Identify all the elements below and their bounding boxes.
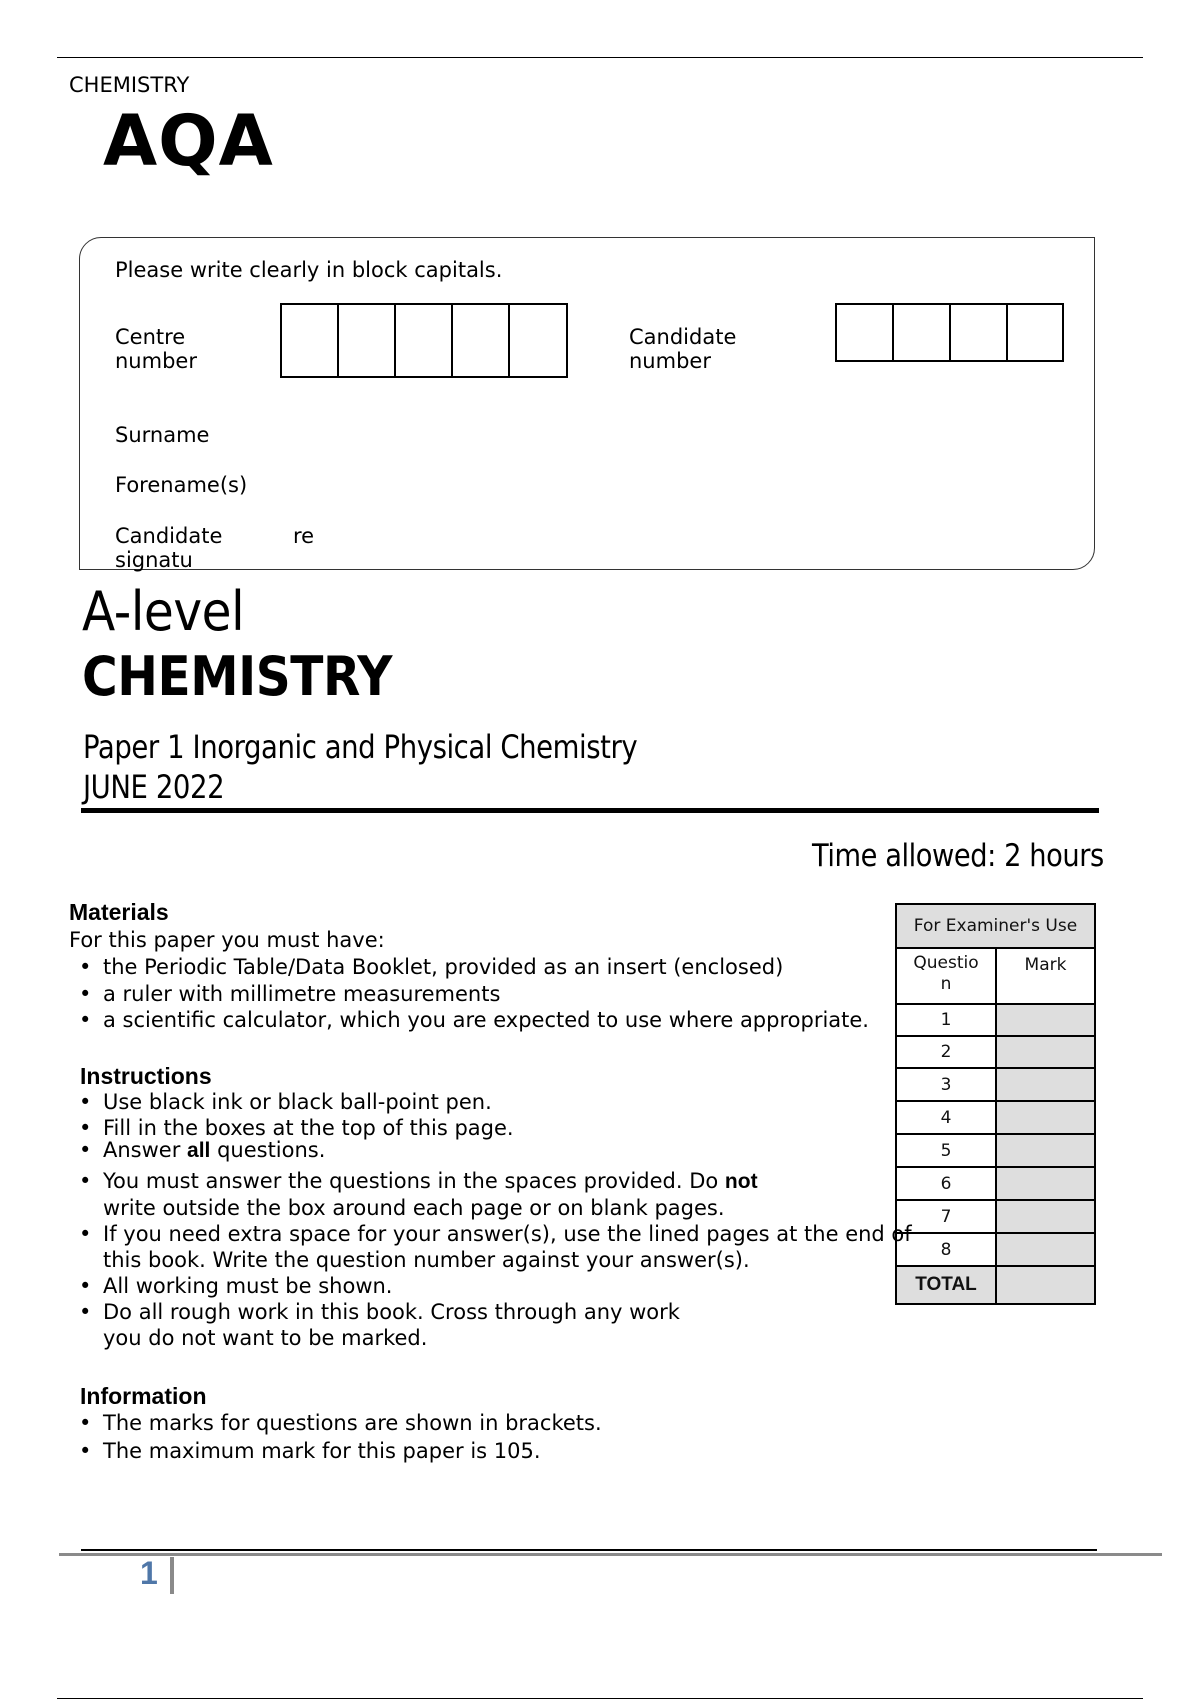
- level-title: A-level: [82, 580, 245, 643]
- candidate-number-boxes: [835, 303, 1064, 362]
- top-rule: [57, 57, 1143, 58]
- information-item: • The maximum mark for this paper is 105.: [69, 1437, 602, 1465]
- materials-heading: Materials: [69, 899, 169, 925]
- candidate-digit-2[interactable]: [894, 305, 951, 360]
- centre-digit-2[interactable]: [339, 305, 396, 376]
- time-allowed: Time allowed: 2 hours: [812, 838, 1104, 874]
- subject-title: CHEMISTRY: [82, 645, 393, 708]
- signature-label-line1: Candidate: [115, 524, 223, 548]
- centre-digit-1[interactable]: [282, 305, 339, 376]
- signature-field[interactable]: [330, 518, 1070, 554]
- centre-label-line2: number: [115, 349, 197, 373]
- question-number: 4: [896, 1101, 996, 1134]
- instructions-list: [69, 1089, 912, 1351]
- instruction-item: • Use black ink or black ball-point pen.: [69, 1089, 912, 1115]
- question-number: 5: [896, 1134, 996, 1167]
- examiner-use-table: [895, 903, 1096, 1305]
- candidate-digit-4[interactable]: [1008, 305, 1062, 360]
- instruction-item: • All working must be shown.: [69, 1273, 912, 1299]
- materials-item: • a scientific calculator, which you are expected to use where appropriate.: [69, 1007, 869, 1034]
- mark-column-header: Mark: [996, 948, 1095, 1004]
- signature-label-fragment: re: [293, 524, 315, 548]
- question-number: 6: [896, 1167, 996, 1200]
- mark-cell[interactable]: [996, 1101, 1095, 1134]
- bottom-rule: [57, 1698, 1143, 1699]
- mark-cell[interactable]: [996, 1004, 1095, 1036]
- paper-title: Paper 1 Inorganic and Physical Chemistry: [83, 728, 638, 766]
- instructions-heading: Instructions: [80, 1063, 212, 1089]
- question-number: 8: [896, 1233, 996, 1266]
- question-number: 2: [896, 1036, 996, 1068]
- instruction-text: Do all rough work in this book. Cross through any work: [103, 1300, 680, 1324]
- mark-cell[interactable]: [996, 1233, 1095, 1266]
- centre-number-boxes: [280, 303, 568, 378]
- aqa-logo: AQA: [103, 100, 274, 182]
- question-column-header: Questio n: [896, 948, 996, 1004]
- instruction-text: this book. Write the question number against your answer(s).: [103, 1248, 750, 1272]
- exam-date: JUNE 2022: [83, 768, 225, 806]
- page-number: 1: [140, 1555, 158, 1591]
- instruction-text: write outside the box around each page or on blank pages.: [103, 1196, 725, 1220]
- information-item: • The marks for questions are shown in brackets.: [69, 1409, 602, 1437]
- signature-label-line2: signatu: [115, 548, 193, 572]
- instruction-emphasis: not: [724, 1170, 758, 1193]
- running-title: CHEMISTRY: [69, 73, 190, 97]
- instruction-text: If you need extra space for your answer(s), use the lined pages at the end of: [103, 1222, 912, 1246]
- mark-cell[interactable]: [996, 1036, 1095, 1068]
- candidate-digit-3[interactable]: [951, 305, 1008, 360]
- instruction-text: You must answer the questions in the spaces provided. Do: [103, 1169, 725, 1193]
- block-capitals-instruction: Please write clearly in block capitals.: [115, 258, 503, 282]
- centre-digit-4[interactable]: [453, 305, 510, 376]
- instruction-item: [69, 1221, 912, 1273]
- instruction-text: Answer: [103, 1138, 188, 1162]
- candidate-digit-1[interactable]: [837, 305, 894, 360]
- instruction-item: [69, 1137, 912, 1164]
- centre-number-label: [115, 325, 197, 373]
- materials-item: • a ruler with millimetre measurements: [69, 981, 869, 1008]
- forename-field[interactable]: [290, 468, 1070, 498]
- instruction-item: [69, 1168, 912, 1221]
- candidate-label-line2: number: [629, 349, 711, 373]
- information-list: [69, 1409, 602, 1465]
- materials-item: • the Periodic Table/Data Booklet, provided as an insert (enclosed): [69, 954, 869, 981]
- instruction-item: [69, 1299, 912, 1351]
- question-number: 1: [896, 1004, 996, 1036]
- question-number: 3: [896, 1068, 996, 1101]
- instruction-item: • Fill in the boxes at the top of this page.: [69, 1115, 912, 1141]
- total-mark-cell[interactable]: [996, 1266, 1095, 1304]
- centre-digit-5[interactable]: [510, 305, 566, 376]
- title-rule: [81, 808, 1099, 813]
- information-heading: Information: [80, 1383, 207, 1409]
- surname-label: Surname: [115, 423, 210, 447]
- candidate-number-label: [629, 325, 736, 373]
- materials-list: [69, 954, 869, 1034]
- instruction-text: questions.: [210, 1138, 326, 1162]
- candidate-label-line1: Candidate: [629, 325, 737, 349]
- mark-cell[interactable]: [996, 1167, 1095, 1200]
- forename-label: Forename(s): [115, 473, 248, 497]
- page-number-divider: [170, 1557, 174, 1594]
- mark-cell[interactable]: [996, 1134, 1095, 1167]
- footer-rule-grey: [59, 1553, 1162, 1556]
- examiner-table-title: For Examiner's Use: [896, 904, 1095, 948]
- centre-label-line1: Centre: [115, 325, 186, 349]
- footer-rule-dark: [81, 1549, 1097, 1551]
- instruction-text: you do not want to be marked.: [103, 1326, 428, 1350]
- surname-field[interactable]: [290, 418, 1070, 448]
- total-label: TOTAL: [896, 1266, 996, 1304]
- question-number: 7: [896, 1200, 996, 1233]
- mark-cell[interactable]: [996, 1200, 1095, 1233]
- centre-digit-3[interactable]: [396, 305, 453, 376]
- materials-intro: For this paper you must have:: [69, 928, 385, 952]
- mark-cell[interactable]: [996, 1068, 1095, 1101]
- instruction-emphasis: all: [187, 1139, 211, 1162]
